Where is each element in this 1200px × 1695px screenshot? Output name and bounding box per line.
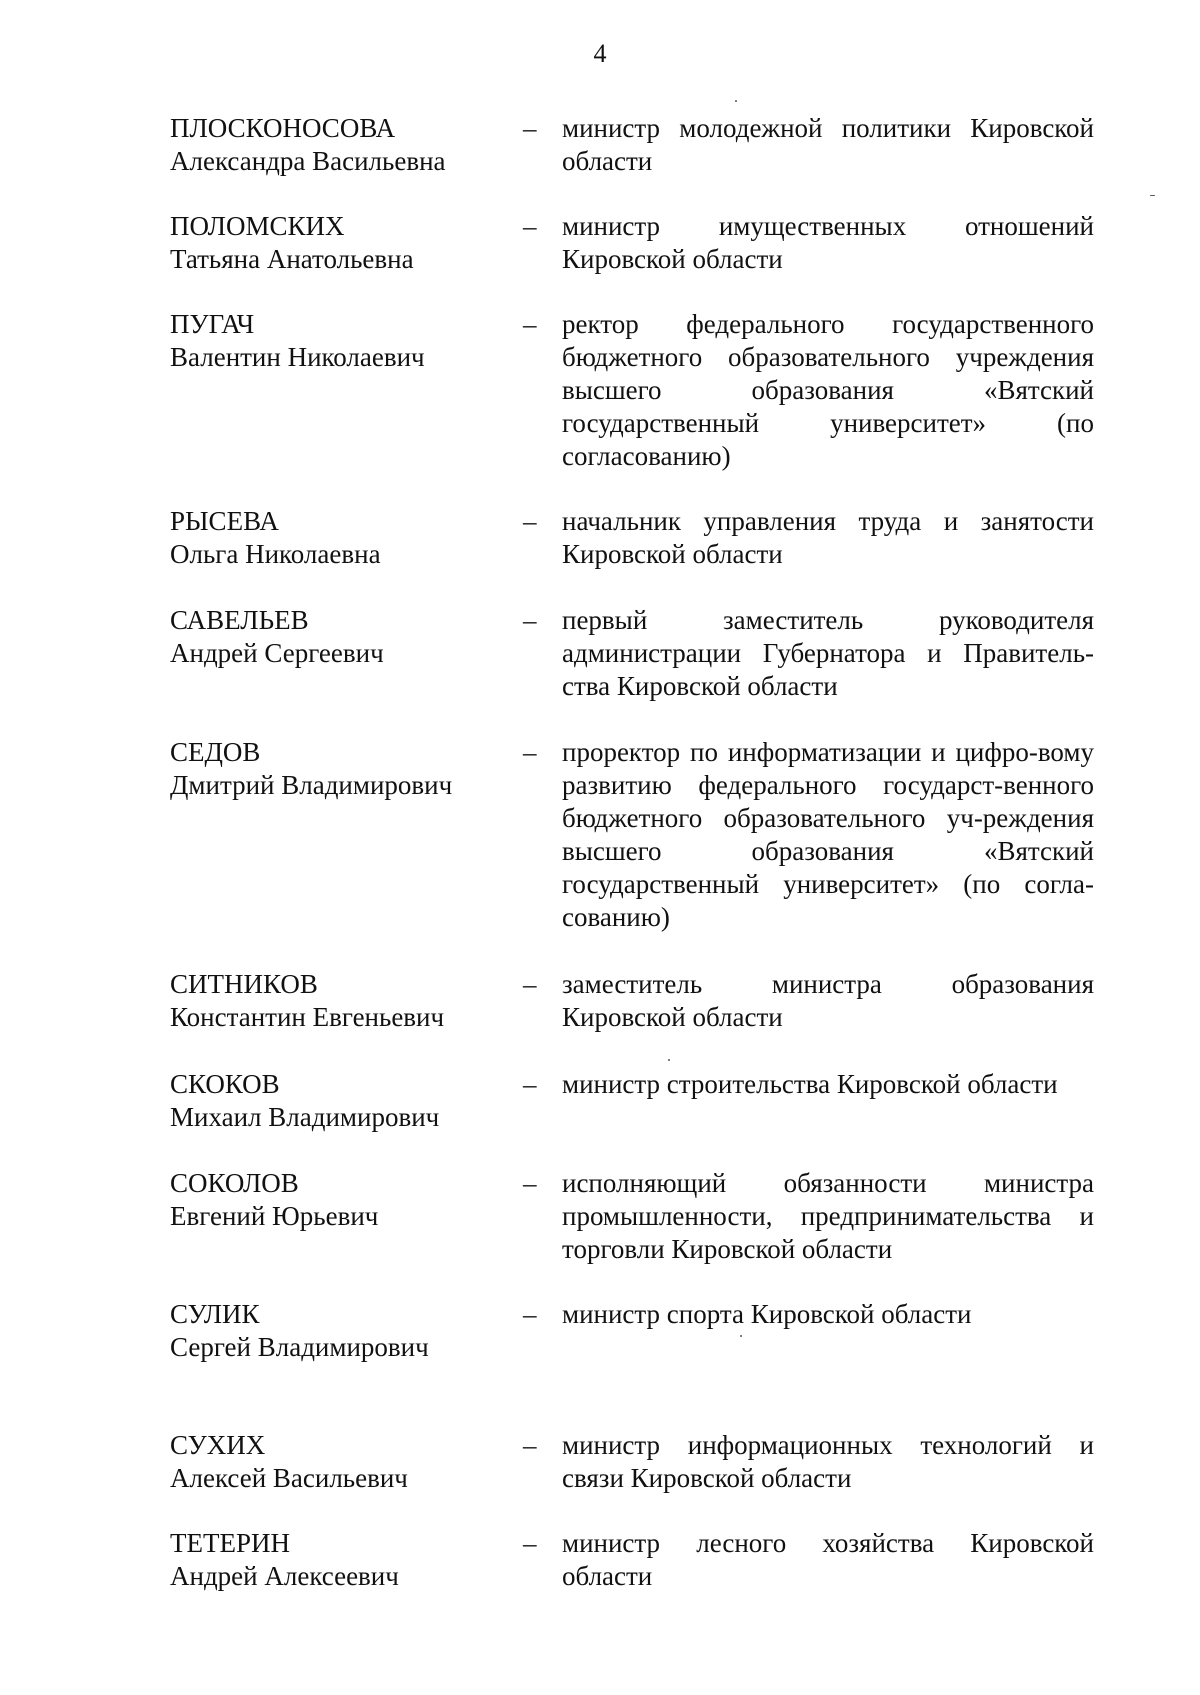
member-name: [170, 1068, 500, 1134]
member-given-name: Татьяна Анатольевна: [170, 244, 414, 274]
member-given-name: Валентин Николаевич: [170, 342, 425, 372]
member-given-name: Алексей Васильевич: [170, 1463, 408, 1493]
member-given-name: Андрей Сергеевич: [170, 638, 384, 668]
member-given-name: Дмитрий Владимирович: [170, 770, 453, 800]
member-surname: СОКОЛОВ: [170, 1168, 299, 1198]
separator-dash: –: [523, 1430, 537, 1460]
page-number: 4: [593, 39, 607, 68]
member-name: [170, 968, 500, 1034]
member-given-name: Александра Васильевна: [170, 146, 446, 176]
scan-speck: [735, 100, 737, 102]
member-surname: РЫСЕВА: [170, 506, 279, 536]
member-position: заместитель министра образования Кировской области: [562, 969, 1094, 1032]
member-surname: СУЛИК: [170, 1299, 260, 1329]
member-name: [170, 112, 500, 178]
member-position: министр лесного хозяйства Кировской области: [562, 1528, 1094, 1591]
member-name: [170, 1167, 500, 1233]
separator-dash: –: [523, 1528, 537, 1558]
member-name: [170, 1527, 500, 1593]
member-surname: ПУГАЧ: [170, 309, 255, 339]
member-given-name: Ольга Николаевна: [170, 539, 381, 569]
separator-dash: –: [523, 1299, 537, 1329]
separator-dash: –: [523, 211, 537, 241]
member-position: первый заместитель руководителя администрации Губернатора и Правитель-ства Кировской области: [562, 605, 1094, 701]
member-surname: СЕДОВ: [170, 737, 261, 767]
member-position: начальник управления труда и занятости Кировской области: [562, 506, 1094, 569]
separator-dash: –: [523, 969, 537, 999]
member-position: проректор по информатизации и цифро-вому развитию федерального государст-венного бюджетного образовательного уч-реждения высшего образования «Вятский государственный университет» (по согла-сованию): [562, 737, 1094, 932]
member-position: министр информационных технологий и связи Кировской области: [562, 1430, 1094, 1493]
separator-dash: –: [523, 506, 537, 536]
member-position: министр спорта Кировской области: [562, 1299, 972, 1329]
separator-dash: –: [523, 605, 537, 635]
scan-speck: [1150, 195, 1155, 196]
member-name: [170, 210, 500, 276]
member-surname: СКОКОВ: [170, 1069, 280, 1099]
member-name: [170, 736, 500, 802]
member-position: исполняющий обязанности министра промышленности, предпринимательства и торговли Кировской области: [562, 1168, 1094, 1264]
member-name: [170, 308, 500, 374]
separator-dash: –: [523, 309, 537, 339]
scan-speck: [668, 1059, 670, 1061]
separator-dash: –: [523, 113, 537, 143]
member-position: ректор федерального государственного бюджетного образовательного учреждения высшего образования «Вятский государственный университет» (по согласованию): [562, 309, 1094, 471]
member-position: министр молодежной политики Кировской области: [562, 113, 1094, 176]
member-position: министр имущественных отношений Кировской области: [562, 211, 1094, 274]
member-given-name: Андрей Алексеевич: [170, 1561, 399, 1591]
member-surname: ПОЛОМСКИХ: [170, 211, 345, 241]
member-name: [170, 1429, 500, 1495]
member-given-name: Евгений Юрьевич: [170, 1201, 379, 1231]
member-surname: ТЕТЕРИН: [170, 1528, 290, 1558]
member-name: [170, 604, 500, 670]
member-surname: СИТНИКОВ: [170, 969, 318, 999]
member-surname: САВЕЛЬЕВ: [170, 605, 309, 635]
separator-dash: –: [523, 737, 537, 767]
separator-dash: –: [523, 1168, 537, 1198]
scan-speck: [740, 1335, 742, 1337]
member-surname: СУХИХ: [170, 1430, 266, 1460]
member-name: [170, 505, 500, 571]
member-surname: ПЛОСКОНОСОВА: [170, 113, 396, 143]
member-name: [170, 1298, 500, 1364]
member-given-name: Михаил Владимирович: [170, 1102, 440, 1132]
separator-dash: –: [523, 1069, 537, 1099]
member-position: министр строительства Кировской области: [562, 1069, 1058, 1099]
member-given-name: Константин Евгеньевич: [170, 1002, 445, 1032]
member-given-name: Сергей Владимирович: [170, 1332, 429, 1362]
